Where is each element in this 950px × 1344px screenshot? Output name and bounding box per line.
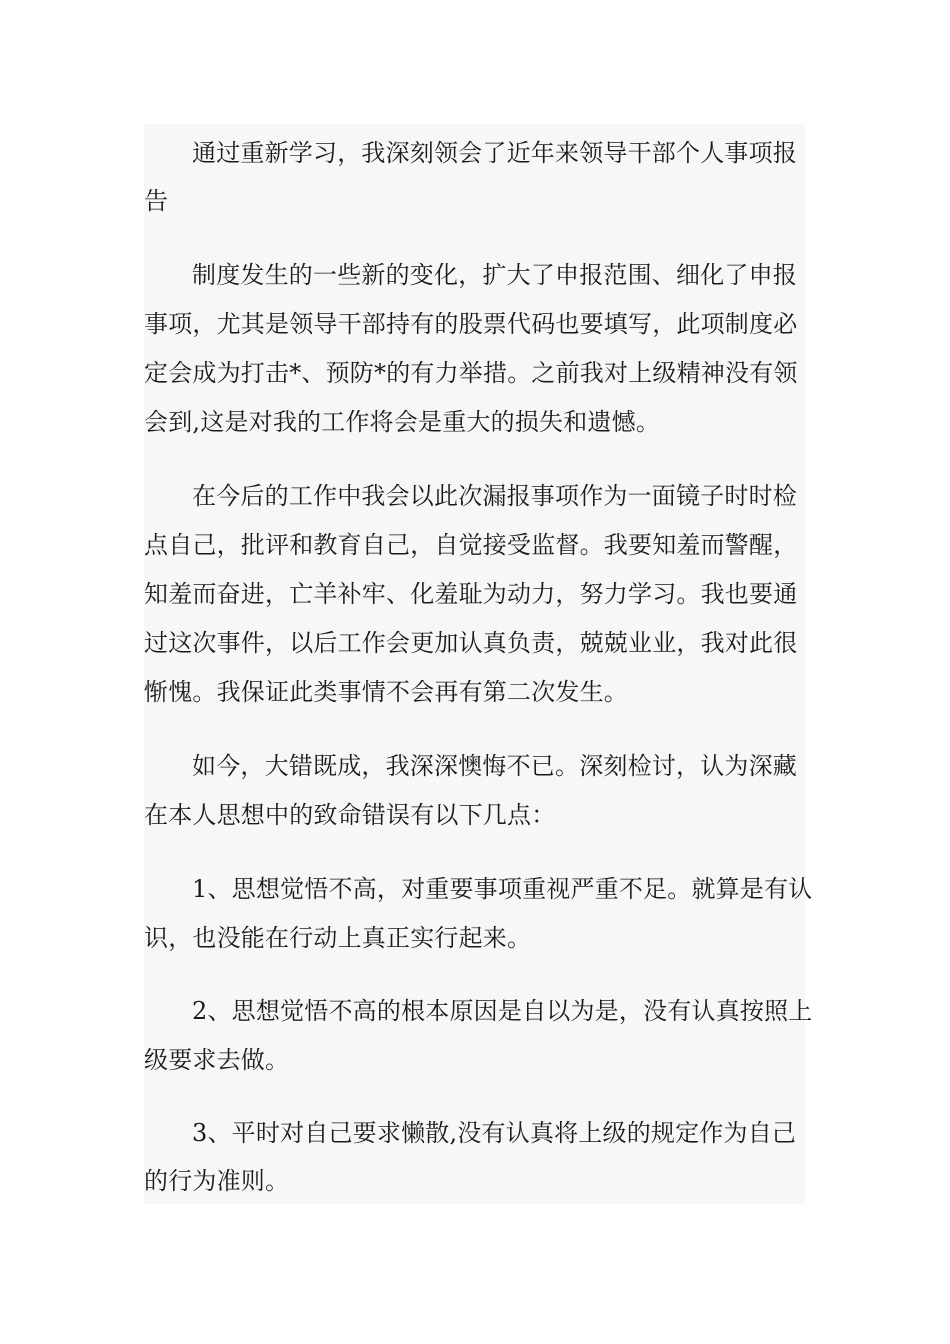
text-line: 告 — [144, 187, 169, 215]
text-line: 知羞而奋进，亡羊补牢、化羞耻为动力，努力学习。我也要通 — [144, 580, 798, 608]
text-line: 会到,这是对我的工作将会是重大的损失和遗憾。 — [144, 408, 661, 436]
text-line: 如今，大错既成，我深深懊悔不已。深刻检讨，认为深藏 — [192, 752, 797, 780]
text-line: 在本人思想中的致命错误有以下几点： — [144, 801, 556, 829]
text-line: 制度发生的一些新的变化，扩大了申报范围、细化了申报 — [192, 261, 797, 289]
text-line: 点自己，批评和教育自己，自觉接受监督。我要知羞而警醒， — [144, 531, 798, 559]
text-line: 定会成为打击*、预防*的有力举措。之前我对上级精神没有领 — [144, 359, 798, 387]
text-line: 在今后的工作中我会以此次漏报事项作为一面镜子时时检 — [192, 482, 797, 510]
text-line: 惭愧。我保证此类事情不会再有第二次发生。 — [144, 678, 628, 706]
text-line: 识，也没能在行动上真正实行起来。 — [144, 924, 532, 952]
text-line: 事项，尤其是领导干部持有的股票代码也要填写，此项制度必 — [144, 310, 798, 338]
document-body — [144, 124, 813, 1204]
text-line: 过这次事件，以后工作会更加认真负责，兢兢业业，我对此很 — [144, 629, 798, 657]
text-line: 的行为准则。 — [144, 1167, 290, 1195]
text-line: 级要求去做。 — [144, 1046, 290, 1074]
text-line: 通过重新学习，我深刻领会了近年来领导干部个人事项报 — [192, 139, 797, 167]
text-line: 3、平时对自己要求懒散,没有认真将上级的规定作为自己 — [192, 1119, 797, 1147]
text-line: 1、思想觉悟不高，对重要事项重视严重不足。就算是有认 — [192, 875, 813, 903]
text-line: 2、思想觉悟不高的根本原因是自以为是，没有认真按照上 — [192, 997, 813, 1025]
